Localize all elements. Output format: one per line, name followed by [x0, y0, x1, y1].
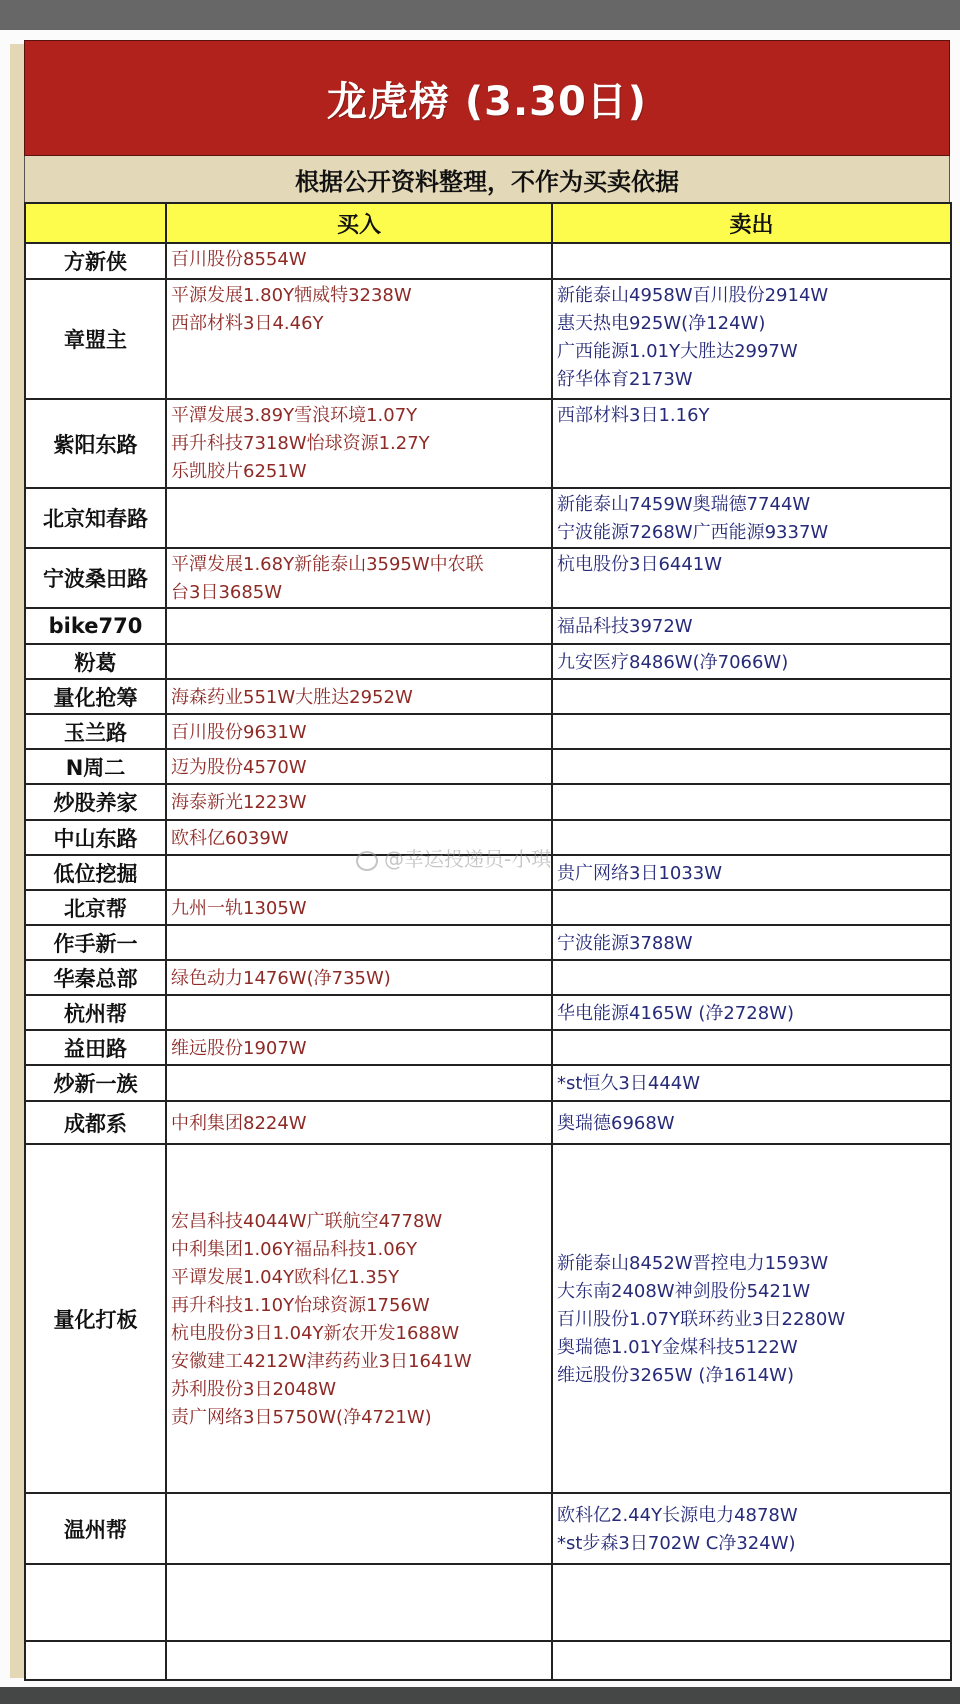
trader-name: 中山东路: [25, 820, 166, 855]
sell-entry: 福品科技3972W: [557, 616, 693, 637]
sell-entry: *st恒久3日444W: [557, 1073, 701, 1094]
page-title: 龙虎榜 (3.30日): [24, 40, 950, 156]
sell-entry: 百川股份1.07Y联环药业3日2280W: [557, 1308, 846, 1330]
buy-cell: [166, 243, 552, 279]
buy-cell: [166, 1030, 552, 1065]
table-row: [25, 995, 951, 1030]
sell-cell: [552, 548, 951, 608]
top-status-bar: [0, 0, 960, 30]
sell-entry: 大东南2408W神剑股份5421W: [557, 1280, 811, 1302]
buy-entry: 杭电股份3日1.04Y新农开发1688W: [171, 1322, 460, 1344]
sell-entry: 新能泰山7459W奥瑞德7744W: [557, 494, 811, 515]
table-row: [25, 784, 951, 820]
buy-entry: 再升科技7318W怡球资源1.27Y: [171, 433, 430, 454]
sell-entry: 宁波能源7268W广西能源9337W: [557, 522, 829, 543]
sell-entry: 新能泰山4958W百川股份2914W: [557, 285, 829, 306]
sell-entry: 华电能源4165W (净2728W): [557, 1002, 794, 1024]
buy-cell: [166, 1101, 552, 1144]
buy-cell: [166, 714, 552, 749]
buy-cell: [166, 679, 552, 714]
buy-cell: [166, 960, 552, 995]
buy-entry: 百川股份8554W: [171, 249, 307, 270]
table-row: [25, 820, 951, 855]
sell-entry: 新能泰山8452W晋控电力1593W: [557, 1252, 829, 1274]
trader-name: 杭州帮: [25, 995, 166, 1030]
table-row: [25, 644, 951, 679]
buy-cell: [166, 548, 552, 608]
buy-entry: 中利集团8224W: [171, 1112, 307, 1134]
buy-entry: 平潭发展3.89Y雪浪环境1.07Y: [171, 405, 418, 426]
sell-cell: [552, 749, 951, 784]
buy-entry: 平潭发展1.68Y新能泰山3595W中农联: [171, 554, 484, 575]
sell-cell: [552, 995, 951, 1030]
table-row: [25, 1030, 951, 1065]
sell-entry: 奥瑞德6968W: [557, 1112, 675, 1134]
sell-cell: [552, 960, 951, 995]
trader-name: 北京知春路: [25, 488, 166, 548]
sell-entry: 惠天热电925W(净124W): [557, 313, 766, 334]
buy-cell: [166, 399, 552, 488]
trader-name: 作手新一: [25, 925, 166, 960]
buy-entry: 平源发展1.80Y牺威特3238W: [171, 285, 412, 306]
sell-cell: [552, 855, 951, 890]
trader-name: 方新侠: [25, 243, 166, 279]
sell-cell: [552, 1564, 951, 1641]
header-name: [25, 203, 166, 243]
buy-cell: [166, 890, 552, 925]
trader-name: 宁波桑田路: [25, 548, 166, 608]
bottom-bar: [0, 1687, 960, 1704]
sell-entry: 欧科亿2.44Y长源电力4878W: [557, 1504, 798, 1526]
buy-cell: [166, 820, 552, 855]
sell-cell: [552, 608, 951, 644]
buy-cell: [166, 784, 552, 820]
buy-entry: 百川股份9631W: [171, 721, 307, 743]
table-row: [25, 925, 951, 960]
table-row: [25, 855, 951, 890]
table-row: [25, 1101, 951, 1144]
buy-cell: [166, 749, 552, 784]
table-row: [25, 1641, 951, 1680]
buy-entry: 乐凯胶片6251W: [171, 461, 307, 482]
trader-name: 北京帮: [25, 890, 166, 925]
buy-cell: [166, 1144, 552, 1493]
sell-cell: [552, 714, 951, 749]
trader-name: 温州帮: [25, 1493, 166, 1564]
table-row: [25, 243, 951, 279]
trader-name: 成都系: [25, 1101, 166, 1144]
table-row: [25, 608, 951, 644]
table-body: [25, 243, 951, 1680]
sell-cell: [552, 1065, 951, 1101]
table-row: [25, 714, 951, 749]
buy-entry: 迈为股份4570W: [171, 756, 307, 778]
watermark: @幸运投递员-小琪: [356, 843, 551, 872]
buy-cell: [166, 644, 552, 679]
table-row: [25, 749, 951, 784]
table-row: [25, 960, 951, 995]
trader-name: 章盟主: [25, 279, 166, 399]
sell-entry: 九安医疗8486W(净7066W): [557, 651, 789, 673]
buy-cell: [166, 279, 552, 399]
sell-cell: [552, 488, 951, 548]
buy-cell: [166, 855, 552, 890]
sell-cell: [552, 679, 951, 714]
page-subtitle: 根据公开资料整理，不作为买卖依据: [24, 156, 950, 202]
sell-entry: 西部材料3日1.16Y: [557, 405, 710, 426]
header-buy: 买入: [166, 203, 552, 243]
table-row: [25, 488, 951, 548]
trader-name: 粉葛: [25, 644, 166, 679]
buy-entry: 平谭发展1.04Y欧科亿1.35Y: [171, 1266, 400, 1288]
trader-name: 低位挖掘: [25, 855, 166, 890]
sell-entry: 贵广网络3日1033W: [557, 862, 723, 884]
sell-entry: 宁波能源3788W: [557, 932, 693, 954]
sell-cell: [552, 1030, 951, 1065]
sell-cell: [552, 399, 951, 488]
sell-cell: [552, 279, 951, 399]
table-row: [25, 679, 951, 714]
sell-entry: 广西能源1.01Y大胜达2997W: [557, 341, 798, 362]
buy-entry: 海森药业551W大胜达2952W: [171, 686, 413, 708]
table-row: [25, 1144, 951, 1493]
sell-entry: *st步森3日702W C净324W): [557, 1532, 796, 1554]
buy-cell: [166, 925, 552, 960]
trader-name: 华秦总部: [25, 960, 166, 995]
table-row: [25, 399, 951, 488]
table-header-row: [25, 203, 951, 243]
trader-name: [25, 1641, 166, 1680]
sell-cell: [552, 1101, 951, 1144]
table-row: [25, 890, 951, 925]
sell-cell: [552, 1641, 951, 1680]
table-row: [25, 1564, 951, 1641]
sell-cell: [552, 1144, 951, 1493]
buy-entry: 中利集团1.06Y福品科技1.06Y: [171, 1238, 418, 1260]
sell-entry: 舒华体育2173W: [557, 369, 693, 390]
sell-entry: 奥瑞德1.01Y金煤科技5122W: [557, 1336, 798, 1358]
trader-name: [25, 1564, 166, 1641]
buy-entry: 安徽建工4212W津药药业3日1641W: [171, 1350, 472, 1372]
trader-name: 量化抢筹: [25, 679, 166, 714]
sell-cell: [552, 1493, 951, 1564]
trader-name: 量化打板: [25, 1144, 166, 1493]
buy-cell: [166, 1493, 552, 1564]
sell-cell: [552, 644, 951, 679]
buy-entry: 台3日3685W: [171, 582, 283, 603]
buy-entry: 再升科技1.10Y怡球资源1756W: [171, 1294, 430, 1316]
header-sell: 卖出: [552, 203, 951, 243]
buy-entry: 海泰新光1223W: [171, 792, 307, 813]
sell-cell: [552, 925, 951, 960]
trader-name: N周二: [25, 749, 166, 784]
buy-cell: [166, 1065, 552, 1101]
sell-cell: [552, 820, 951, 855]
trader-name: bike770: [25, 608, 166, 644]
table-row: [25, 279, 951, 399]
sell-entry: 杭电股份3日6441W: [557, 554, 723, 575]
buy-cell: [166, 608, 552, 644]
trader-name: 益田路: [25, 1030, 166, 1065]
trading-table: [24, 202, 952, 1681]
trader-name: 炒股养家: [25, 784, 166, 820]
table-row: [25, 1493, 951, 1564]
sell-cell: [552, 784, 951, 820]
table-row: [25, 1065, 951, 1101]
buy-entry: 欧科亿6039W: [171, 827, 289, 849]
trader-name: 紫阳东路: [25, 399, 166, 488]
dragon-tiger-list-sheet: [24, 40, 950, 1678]
table-row: [25, 548, 951, 608]
buy-entry: 苏利股份3日2048W: [171, 1378, 337, 1400]
sell-entry: 维远股份3265W (净1614W): [557, 1364, 794, 1386]
buy-cell: [166, 1641, 552, 1680]
buy-entry: 宏昌科技4044W广联航空4778W: [171, 1210, 443, 1232]
buy-entry: 西部材料3日4.46Y: [171, 313, 324, 334]
buy-entry: 责广网络3日5750W(净4721W): [171, 1406, 432, 1428]
buy-cell: [166, 995, 552, 1030]
buy-entry: 九州一轨1305W: [171, 897, 307, 919]
buy-entry: 绿色动力1476W(净735W): [171, 967, 391, 989]
trader-name: 玉兰路: [25, 714, 166, 749]
sell-cell: [552, 243, 951, 279]
buy-entry: 维远股份1907W: [171, 1037, 307, 1059]
buy-cell: [166, 488, 552, 548]
trader-name: 炒新一族: [25, 1065, 166, 1101]
sell-cell: [552, 890, 951, 925]
buy-cell: [166, 1564, 552, 1641]
